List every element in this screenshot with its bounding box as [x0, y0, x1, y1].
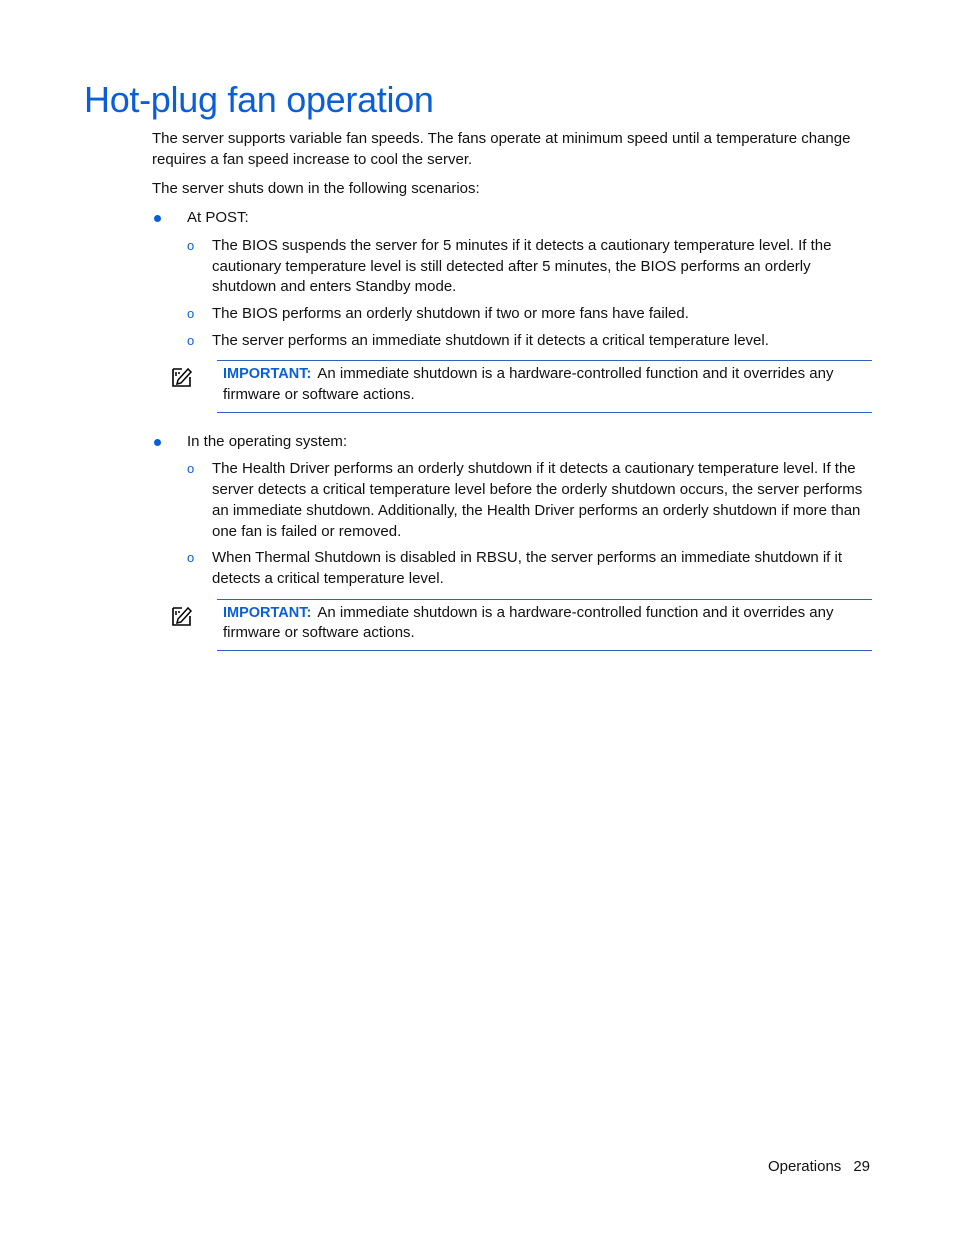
sub-item	[152, 459, 872, 542]
page-number: 29	[853, 1158, 870, 1175]
sub-marker: o	[187, 237, 195, 253]
content-body	[152, 129, 872, 651]
bullet-dot	[154, 439, 161, 446]
page-footer	[768, 1158, 870, 1175]
footer-section: Operations	[767, 1158, 842, 1175]
sub-item	[152, 331, 872, 352]
sub-marker: o	[187, 305, 195, 321]
bullet-at-post	[152, 208, 872, 229]
sub-item	[152, 548, 872, 589]
bullet-dot	[154, 215, 161, 222]
note-text: An immediate shutdown is a hardware-controlled function and it overrides any firmware or software actions.	[223, 365, 834, 404]
intro-paragraph-1: The server supports variable fan speeds. The fans operate at minimum speed until a temperature change requires a fan speed increase to cool the server.	[152, 130, 851, 168]
bullet-label: At POST:	[187, 209, 249, 227]
important-note-icon	[170, 365, 194, 389]
sub-item	[152, 304, 872, 325]
sub-marker: o	[187, 550, 195, 566]
sub-item	[152, 236, 872, 298]
page-title: Hot-plug fan operation	[84, 79, 434, 120]
important-note	[217, 599, 872, 651]
note-text: An immediate shutdown is a hardware-controlled function and it overrides any firmware or software actions.	[223, 603, 834, 642]
sub-item-text: The BIOS suspends the server for 5 minutes if it detects a cautionary temperature level. If the cautionary temperature level is still detected after 5 minutes, the BIOS performs an orderly shutdown and enters Standby mode.	[212, 236, 832, 296]
sub-item-text: The Health Driver performs an orderly shutdown if it detects a cautionary temperature level. If the server detects a critical temperature level before the orderly shutdown occurs, the server performs an immediate shutdown. Additionally, the Health Driver performs an orderly shutdown if more than one fan is failed or removed.	[212, 460, 863, 540]
bullet-label: In the operating system:	[187, 432, 348, 450]
note-label: IMPORTANT:	[223, 366, 312, 383]
bullet-operating-system	[152, 432, 872, 453]
important-note-icon	[170, 604, 194, 628]
sub-item-text: The server performs an immediate shutdown if it detects a critical temperature level.	[212, 331, 769, 349]
sub-marker: o	[187, 332, 195, 348]
important-note	[217, 360, 872, 412]
note-label: IMPORTANT:	[223, 604, 312, 621]
sub-item-text: The BIOS performs an orderly shutdown if two or more fans have failed.	[212, 304, 689, 322]
intro-paragraph-2: The server shuts down in the following scenarios:	[152, 180, 480, 198]
sub-marker: o	[187, 461, 195, 477]
sub-item-text: When Thermal Shutdown is disabled in RBSU, the server performs an immediate shutdown if it detects a critical temperature level.	[212, 549, 843, 587]
